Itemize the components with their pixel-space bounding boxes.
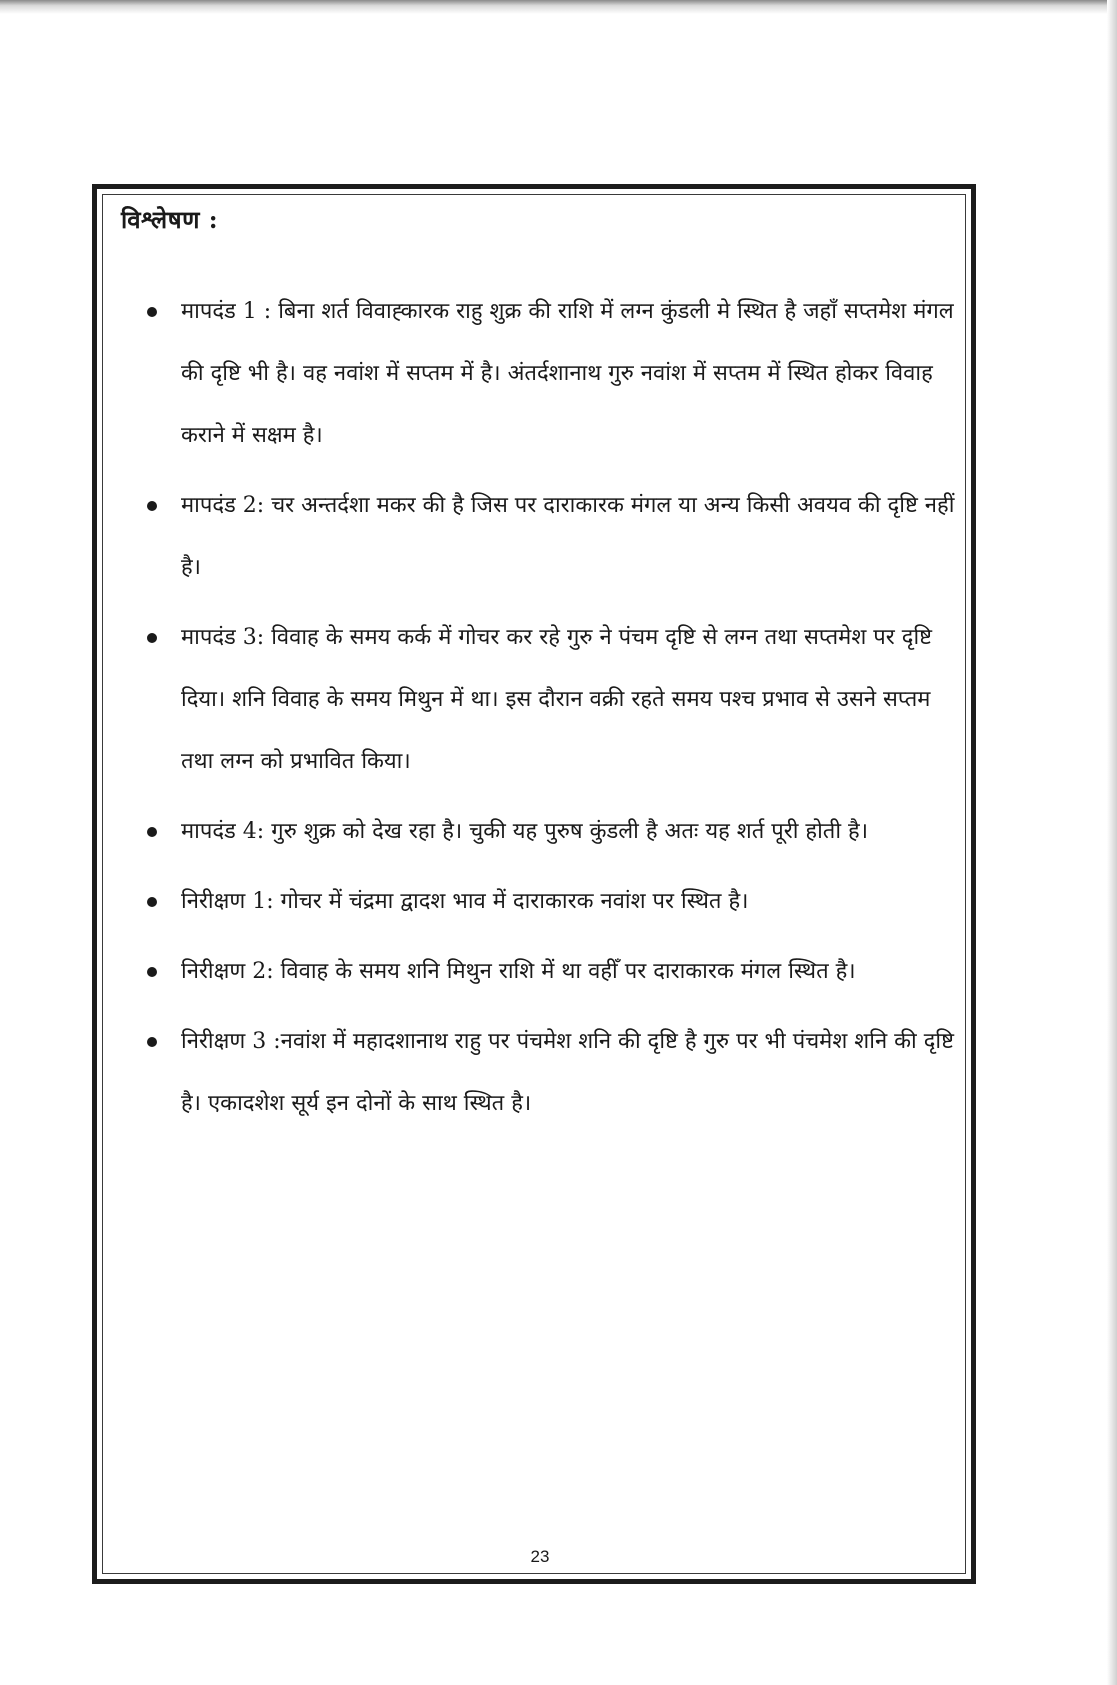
list-item [103,475,963,599]
list-item [103,871,963,933]
list-item-text: निरीक्षण 1: गोचर में चंद्रमा द्वादश भाव में दाराकारक नवांश पर स्थित है। [181,889,749,914]
list-item-text: निरीक्षण 2: विवाह के समय शनि मिथुन राशि में था वहीँ पर दाराकारक मंगल स्थित है। [181,959,856,984]
list-item [103,941,963,1003]
list-item-text: मापदंड 2: चर अन्तर्दशा मकर की है जिस पर दाराकारक मंगल या अन्य किसी अवयव की दृष्टि नहीं है। [181,493,955,580]
bullet-icon [147,827,157,837]
page-number: 23 [530,1547,550,1566]
bullet-icon [147,307,157,317]
section-heading: विश्लेषण : [121,205,219,234]
list-item [103,1011,963,1135]
list-item [103,607,963,793]
bullet-icon [147,501,157,511]
analysis-list [103,281,963,1143]
scan-edge-top [0,0,1117,14]
bullet-icon [147,633,157,643]
page-border-frame [92,184,976,1584]
bullet-icon [147,967,157,977]
list-item [103,801,963,863]
list-item-text: मापदंड 3: विवाह के समय कर्क में गोचर कर रहे गुरु ने पंचम दृष्टि से लग्न तथा सप्तमेश पर दृष्टि दिया। शनि विवाह के समय मिथुन में था। इस दौरान वक्री रहते समय पश्च प्रभाव से उसने सप्तम तथा लग्न को प्रभावित किया। [181,625,932,774]
list-item [103,281,963,467]
scan-edge-right [1107,0,1117,1685]
page-border-inner [102,194,966,1574]
bullet-icon [147,897,157,907]
bullet-icon [147,1037,157,1047]
list-item-text: मापदंड 4: गुरु शुक्र को देख रहा है। चुकी यह पुरुष कुंडली है अतः यह शर्त पूरी होती है। [181,819,869,844]
list-item-text: मापदंड 1 : बिना शर्त विवाह्कारक राहु शुक्र की राशि में लग्न कुंडली मे स्थित है जहाँ सप्तमेश मंगल की दृष्टि भी है। वह नवांश में सप्तम में है। अंतर्दशानाथ गुरु नवांश में सप्तम में स्थित होकर विवाह कराने में सक्षम है। [181,299,954,448]
list-item-text: निरीक्षण 3 :नवांश में महादशानाथ राहु पर पंचमेश शनि की दृष्टि है गुरु पर भी पंचमेश शनि की दृष्टि है। एकादशेश सूर्य इन दोनों के साथ स्थित है। [181,1029,954,1116]
